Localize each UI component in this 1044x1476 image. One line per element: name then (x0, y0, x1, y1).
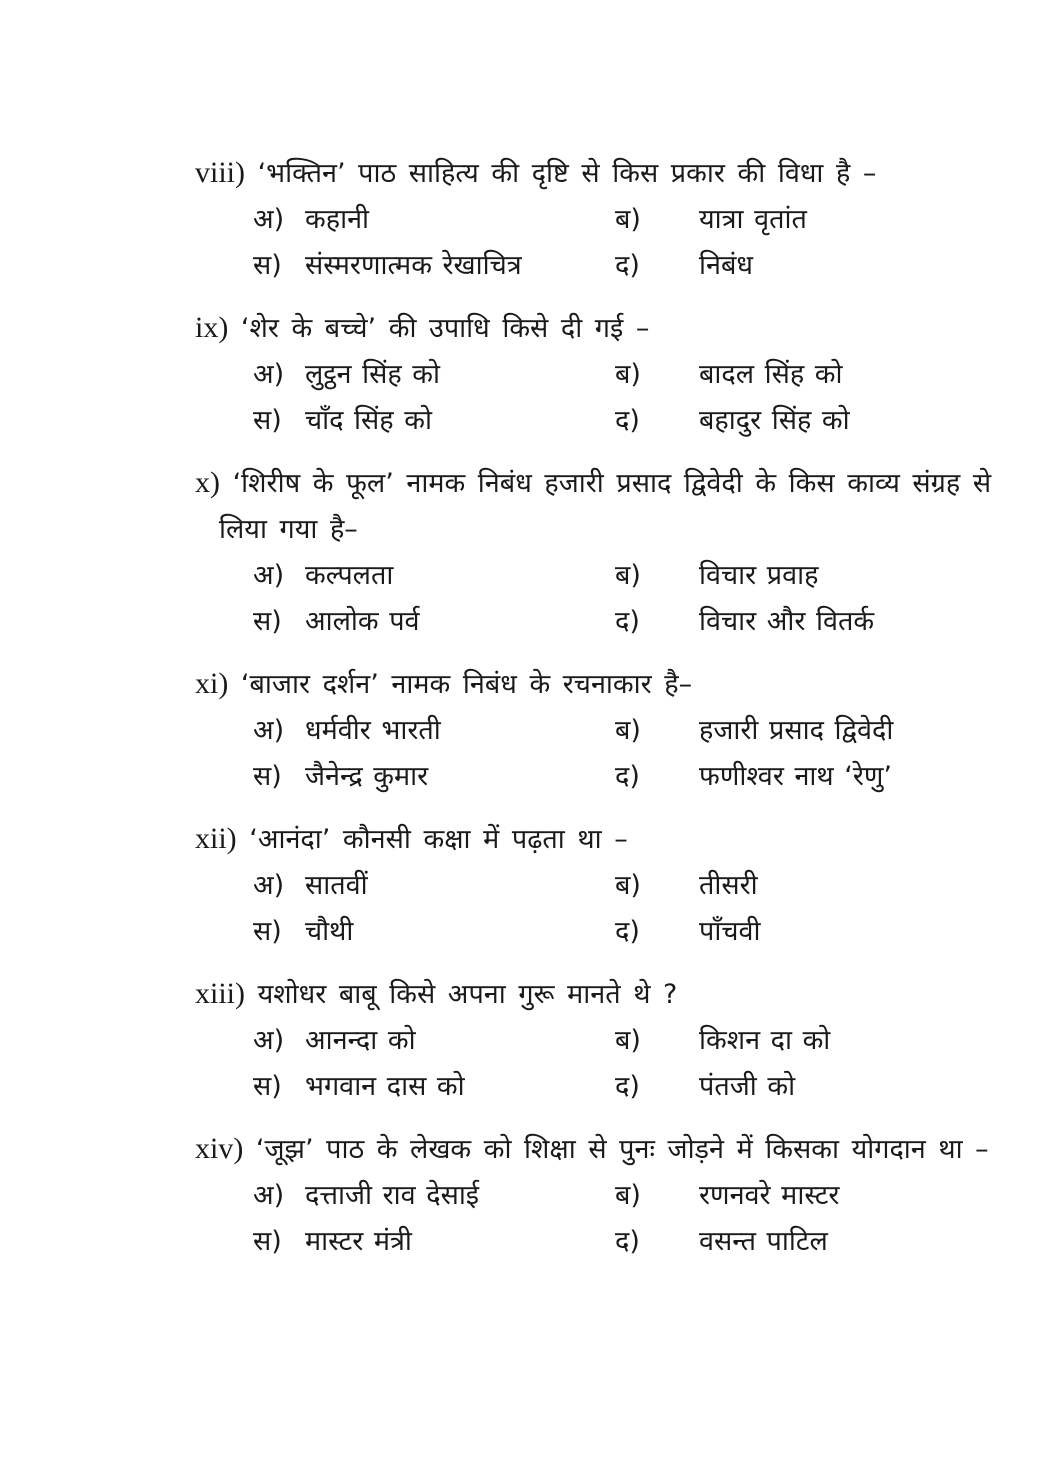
question-title: यशोधर बाबू किसे अपना गुरू मानते थे ? (257, 979, 678, 1010)
option-label: स) (253, 405, 282, 436)
option-text: पंतजी को (699, 1071, 796, 1102)
question-ix (195, 305, 954, 444)
option-label: स) (253, 606, 282, 637)
option-label: ब) (615, 560, 641, 591)
question-title: ‘आनंदा’ कौनसी कक्षा में पढ़ता था – (249, 824, 628, 855)
option-row (195, 708, 954, 754)
option-text: धर्मवीर भारती (305, 715, 441, 746)
option-row (195, 1173, 954, 1219)
option-text: दत्ताजी राव देसाई (305, 1180, 480, 1211)
question-number: ix) (195, 311, 229, 344)
question-xiv (195, 1126, 989, 1265)
option-row (195, 863, 954, 909)
option-label: द) (615, 1071, 640, 1102)
option-label: ब) (615, 1180, 641, 1211)
option-text: बहादुर सिंह को (699, 405, 850, 436)
option-label: स) (253, 250, 282, 281)
question-title: ‘जूझ’ पाठ के लेखक को शिक्षा से पुनः जोड़ने में किसका योगदान था – (255, 1134, 989, 1165)
option-label: द) (615, 916, 640, 947)
option-text: मास्टर मंत्री (305, 1226, 412, 1257)
option-label: ब) (615, 870, 641, 901)
question-title: ‘बाजार दर्शन’ नामक निबंध के रचनाकार है– (240, 669, 693, 700)
option-text: विचार और वितर्क (699, 606, 875, 637)
option-row (195, 243, 954, 289)
question-text (195, 661, 954, 708)
option-label: द) (615, 761, 640, 792)
option-text: वसन्त पाटिल (699, 1226, 828, 1257)
option-label: स) (253, 1226, 282, 1257)
question-text (195, 1126, 989, 1173)
option-row (195, 352, 954, 398)
question-text (195, 305, 954, 352)
option-label: ब) (615, 204, 641, 235)
option-text: रणनवरे मास्टर (699, 1180, 840, 1211)
question-title: ‘शेर के बच्चे’ की उपाधि किसे दी गई – (240, 313, 650, 344)
option-row (195, 754, 954, 800)
option-text: भगवान दास को (305, 1071, 465, 1102)
question-number: viii) (195, 156, 245, 189)
question-title: ‘भक्तिन’ पाठ साहित्य की दृष्टि से किस प्रकार की विधा है – (257, 158, 877, 189)
question-viii (195, 150, 954, 289)
option-text: जैनेन्द्र कुमार (305, 761, 429, 792)
option-label: ब) (615, 715, 641, 746)
option-label: अ) (253, 1180, 285, 1211)
question-title: ‘शिरीष के फूल’ नामक निबंध हजारी प्रसाद द्विवेदी के किस काव्य संग्रह से (232, 468, 992, 499)
option-text: लुट्ठन सिंह को (305, 359, 440, 390)
option-text: संस्मरणात्मक रेखाचित्र (305, 250, 522, 281)
option-row (195, 1018, 954, 1064)
option-label: स) (253, 916, 282, 947)
option-label: अ) (253, 715, 285, 746)
option-label: द) (615, 1226, 640, 1257)
option-text: तीसरी (699, 870, 758, 901)
question-xii (195, 816, 954, 955)
option-label: स) (253, 761, 282, 792)
option-label: ब) (615, 359, 641, 390)
option-label: ब) (615, 1025, 641, 1056)
option-text: आनन्दा को (305, 1025, 416, 1056)
question-number: xii) (195, 822, 237, 855)
question-number: xi) (195, 667, 229, 700)
option-label: द) (615, 250, 640, 281)
option-text: बादल सिंह को (699, 359, 843, 390)
question-text-continued: लिया गया है– (219, 514, 358, 545)
option-label: अ) (253, 560, 285, 591)
option-text: निबंध (699, 250, 753, 281)
question-text (195, 150, 954, 197)
question-xi (195, 661, 954, 800)
option-label: अ) (253, 359, 285, 390)
question-xiii (195, 971, 954, 1110)
option-label: अ) (253, 870, 285, 901)
option-text: हजारी प्रसाद द्विवेदी (699, 715, 894, 746)
option-label: अ) (253, 1025, 285, 1056)
question-text (195, 816, 954, 863)
question-number: xiii) (195, 977, 245, 1010)
option-text: चाँद सिंह को (305, 405, 432, 436)
option-label: अ) (253, 204, 285, 235)
question-text (195, 460, 992, 507)
option-label: द) (615, 606, 640, 637)
option-label: द) (615, 405, 640, 436)
option-text: चौथी (305, 916, 354, 947)
question-text (195, 971, 954, 1018)
option-text: विचार प्रवाह (699, 560, 819, 591)
question-number: xiv) (195, 1132, 244, 1165)
option-text: सातवीं (305, 870, 368, 901)
option-text: आलोक पर्व (305, 606, 420, 637)
option-row (195, 599, 954, 645)
option-text: फणीश्वर नाथ ‘रेणु’ (699, 761, 892, 792)
option-row (195, 1064, 954, 1110)
option-text: किशन दा को (699, 1025, 831, 1056)
option-row (195, 197, 954, 243)
option-text: कल्पलता (305, 560, 394, 591)
option-text: कहानी (305, 204, 370, 235)
option-text: पाँचवी (699, 916, 761, 947)
option-row (195, 909, 954, 955)
question-number: x) (195, 466, 220, 499)
option-text: यात्रा वृतांत (699, 204, 807, 235)
question-x (195, 460, 992, 645)
option-row (195, 1219, 954, 1265)
option-row (195, 553, 954, 599)
option-row (195, 398, 954, 444)
option-label: स) (253, 1071, 282, 1102)
